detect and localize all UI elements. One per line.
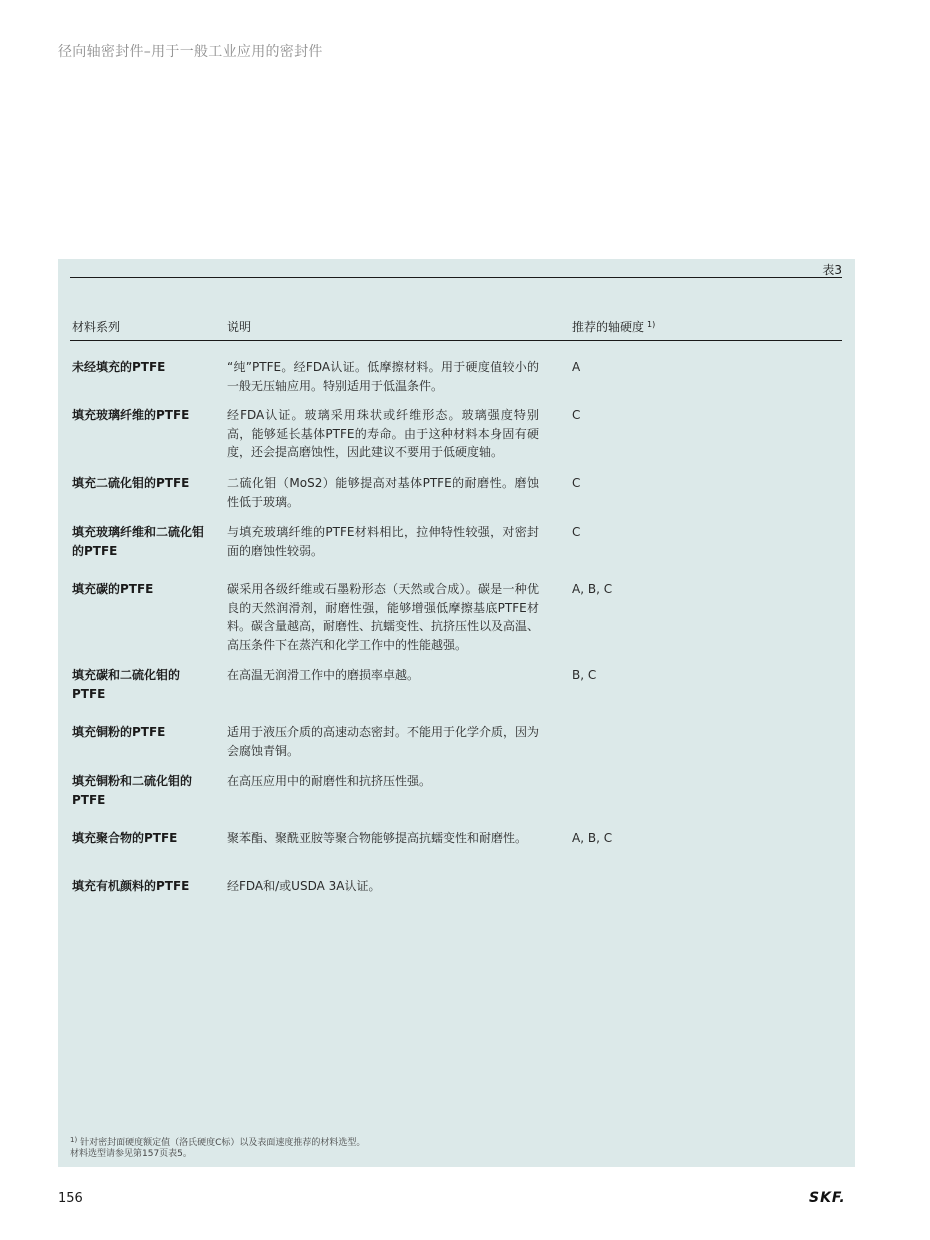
row-material: 未经填充的PTFE [72, 360, 166, 374]
row-hardness: A [572, 360, 581, 374]
row-description: “纯”PTFE。经FDA认证。低摩擦材料。用于硬度值较小的一般无压轴应用。特别适用于低温条件。 [227, 360, 539, 393]
table-header-rule [70, 340, 842, 341]
row-description: 聚苯酯、聚酰亚胺等聚合物能够提高抗蠕变性和耐磨性。 [227, 831, 528, 845]
row-description: 在高温无润滑工作中的磨损率卓越。 [227, 668, 420, 682]
row-hardness: C [572, 408, 581, 422]
row-description: 适用于液压介质的高速动态密封。不能用于化学介质，因为会腐蚀青铜。 [227, 725, 540, 758]
row-material: 填充铜粉的PTFE [72, 725, 166, 739]
row-description: 碳采用各级纤维或石墨粉形态（天然或合成）。碳是一种优良的天然润滑剂，耐磨性强，能够增强低摩擦基底PTFE材料。碳含量越高，耐磨性、抗蠕变性、抗挤压性以及高温、高压条件下在蒸汽和化学工作中的性能越强。 [227, 582, 540, 652]
footnote-marker: 1) [647, 320, 656, 329]
row-description: 在高压应用中的耐磨性和抗挤压性强。 [227, 774, 432, 788]
row-hardness: C [572, 476, 581, 490]
table-top-rule [70, 277, 842, 278]
table-label: 表3 [822, 263, 842, 277]
row-material: 填充聚合物的PTFE [72, 831, 178, 845]
row-description: 二硫化钼（MoS2）能够提高对基体PTFE的耐磨性。磨蚀性低于玻璃。 [227, 476, 539, 509]
footnote-line-1: 针对密封面硬度额定值（洛氏硬度C标）以及表面速度推荐的材料选型。 [80, 1138, 366, 1148]
column-header-hardness [572, 318, 655, 335]
row-material: 填充玻璃纤维的PTFE [72, 408, 190, 422]
row-material: 填充玻璃纤维和二硫化钼的PTFE [72, 525, 205, 558]
footnote-marker: 1) [70, 1136, 78, 1144]
row-description: 经FDA认证。玻璃采用珠状或纤维形态。玻璃强度特别高，能够延长基体PTFE的寿命。由于这种材料本身固有硬度，还会提高磨蚀性，因此建议不要用于低硬度轴。 [227, 408, 539, 459]
column-header-hardness-label: 推荐的轴硬度 [572, 320, 645, 334]
row-material: 填充有机颜料的PTFE [72, 879, 190, 893]
column-header-material: 材料系列 [72, 320, 121, 334]
table-footnote [70, 1135, 365, 1160]
row-description: 与填充玻璃纤维的PTFE材料相比，拉伸特性较强，对密封面的磨蚀性较弱。 [227, 525, 539, 558]
row-hardness: A, B, C [572, 831, 613, 845]
footnote-line-2: 材料选型请参见第157页表5。 [70, 1149, 192, 1159]
page-header-title: 径向轴密封件–用于一般工业应用的密封件 [58, 44, 323, 60]
row-hardness: B, C [572, 668, 597, 682]
row-hardness: A, B, C [572, 582, 613, 596]
table-panel [58, 259, 855, 1167]
row-hardness: C [572, 525, 581, 539]
row-material: 填充碳的PTFE [72, 582, 154, 596]
page-number: 156 [58, 1191, 83, 1206]
row-material: 填充二硫化钼的PTFE [72, 476, 190, 490]
skf-logo: SKF. [809, 1190, 846, 1206]
table-header [58, 318, 855, 338]
row-material: 填充铜粉和二硫化钼的PTFE [72, 774, 193, 807]
column-header-description: 说明 [227, 320, 252, 334]
row-description: 经FDA和/或USDA 3A认证。 [227, 879, 381, 893]
row-material: 填充碳和二硫化钼的PTFE [72, 668, 181, 701]
